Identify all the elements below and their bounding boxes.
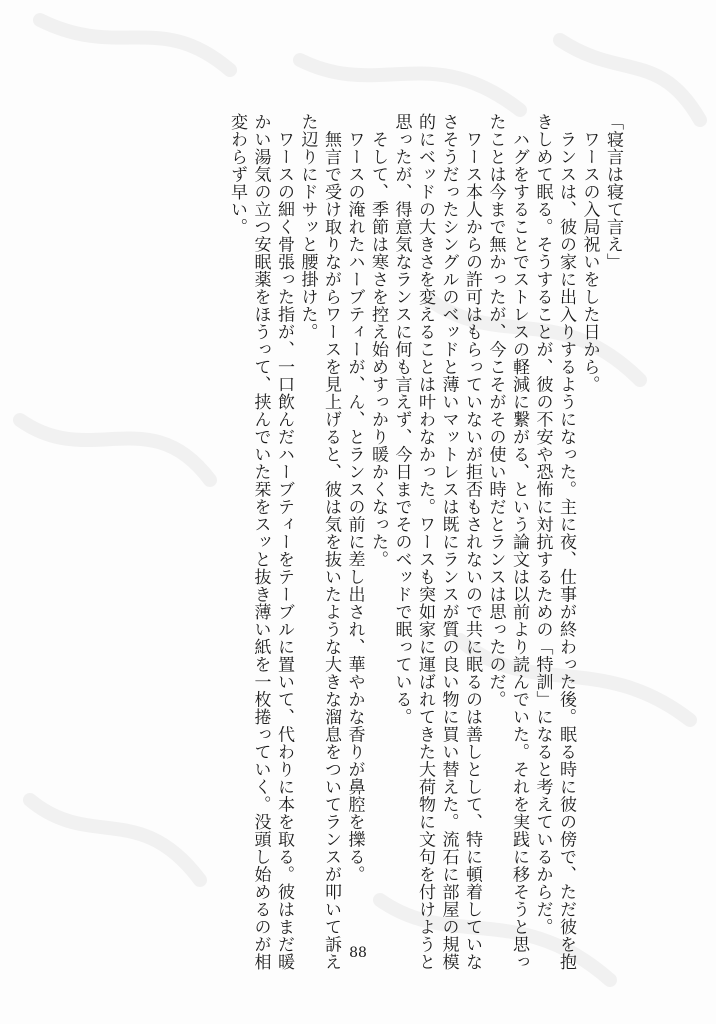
text-line: 思ったが、得意気なランスに何も言えず、今日までそのベッドで眠っている。 bbox=[391, 113, 412, 726]
text-line: 変わらず早い。 bbox=[227, 113, 247, 236]
text-line: さそうだったシングルのベッドと薄いマットレスは既にランスが質の良い物に買い替えた。流石に部屋の規模 bbox=[438, 113, 459, 971]
text-line: 無言で受け取りながらワースを見上げると、彼は気を抜いたような大きな溜息をついてランスが叩いて訴え bbox=[321, 113, 341, 971]
text-line: ハグをすることでストレスの軽減に繋がる、という論文は以前より読んでいた。それを実践に移そうと思っ bbox=[509, 113, 529, 971]
text-line: たことは今まで無かったが、今こそがその使い時だとランスは思ったのだ。 bbox=[485, 113, 506, 708]
text-line: きしめて眠る。そうすることが、彼の不安や恐怖に対抗するための「特訓」になると考えているからだ。 bbox=[532, 113, 553, 936]
text-line: ワースの入局祝いをした日から。 bbox=[579, 113, 600, 393]
page-number: 88 bbox=[349, 945, 367, 961]
text-line: ワースの淹れたハーブティーが、ん、とランスの前に差し出され、華やかな香りが鼻腔を擽る。 bbox=[344, 113, 365, 883]
text-line: た辺りにドサッと腰掛けた。 bbox=[297, 113, 318, 341]
text-line: ワースの細く骨張った指が、一口飲んだハーブティーをテーブルに置いて、代わりに本を取る。彼はまだ暖 bbox=[274, 113, 294, 971]
text-line: かい湯気の立つ安眠薬をほうって、挟んでいた栞をスッと抜き薄い紙を一枚捲っていく。没頭し始めるのが相 bbox=[250, 113, 271, 971]
text-line: そして、季節は寒さを控え始めすっかり暖かくなった。 bbox=[368, 113, 388, 568]
text-line: ランスは、彼の家に出入りするようになった。主に夜、仕事が終わった後。眠る時に彼の傍で、ただ彼を抱 bbox=[556, 113, 576, 971]
text-line: 「寝言は寝て言え」 bbox=[603, 113, 623, 271]
text-line: ワース本人からの許可はもらっていないが拒否もされないので共に眠るのは善しとして、特に頓着していな bbox=[462, 113, 482, 971]
text-line: 的にベッドの大きさを変えることは叶わなかった。ワースも突如家に運ばれてきた大荷物に文句を付けようと bbox=[415, 113, 435, 971]
